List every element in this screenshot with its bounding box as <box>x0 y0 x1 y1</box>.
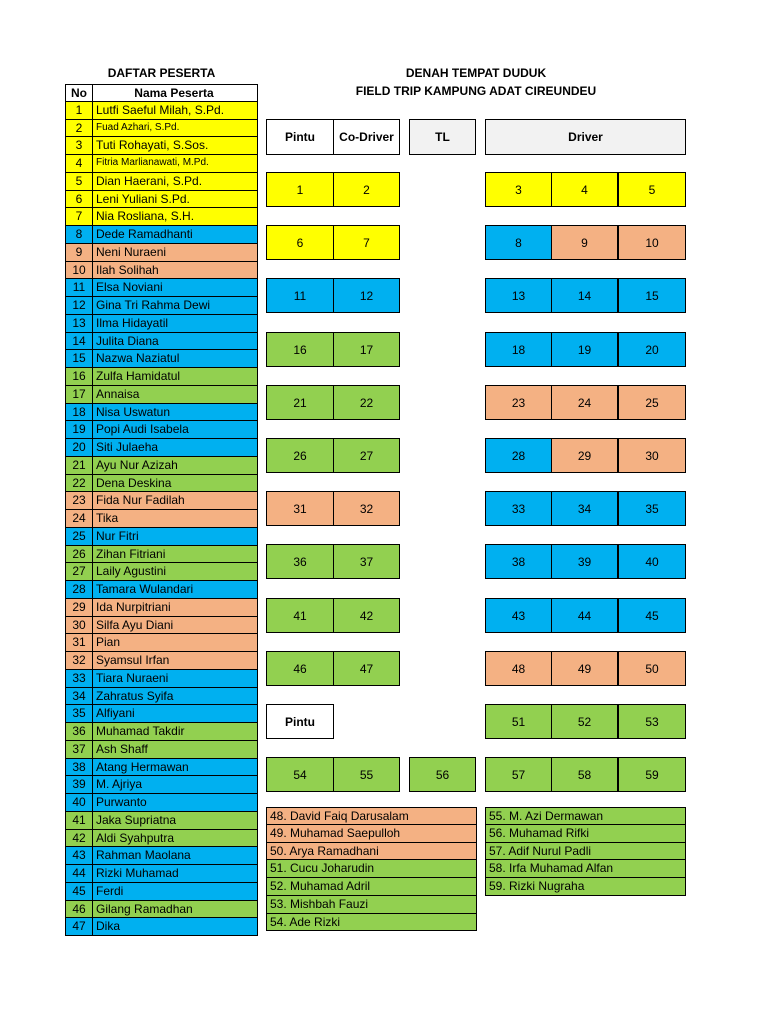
participant-table-header <box>65 84 258 102</box>
participant-name: Syamsul Irfan <box>96 653 170 667</box>
seat: 58 <box>551 757 618 792</box>
participant-row <box>65 812 258 830</box>
participant-row <box>65 333 258 351</box>
co-driver-seat: Co-Driver <box>333 119 400 155</box>
seat: 11 <box>266 278 334 313</box>
header-name: Nama Peserta <box>134 86 214 100</box>
participant-no: 22 <box>66 475 93 492</box>
participant-name: Tamara Wulandari <box>96 582 194 596</box>
seat: 29 <box>551 438 618 473</box>
participant-name: Siti Julaeha <box>96 440 159 454</box>
seat: 19 <box>551 332 618 367</box>
seating-subtitle: FIELD TRIP KAMPUNG ADAT CIREUNDEU <box>355 84 597 98</box>
participant-name: Ida Nurpitriani <box>96 599 171 614</box>
participant-no: 40 <box>66 794 93 811</box>
participant-name: Gilang Ramadhan <box>96 901 193 916</box>
seat: 47 <box>333 651 400 686</box>
seat: 9 <box>551 225 618 260</box>
participant-row <box>65 901 258 919</box>
seat-name-row: 59. Rizki Nugraha <box>485 878 686 896</box>
participant-no: 33 <box>66 670 93 687</box>
participant-no: 14 <box>66 333 93 350</box>
participant-row <box>65 244 258 262</box>
seat-name-row: 58. Irfa Muhamad Alfan <box>485 860 686 878</box>
seat: 40 <box>618 544 686 579</box>
participant-row <box>65 847 258 865</box>
participant-row <box>65 634 258 652</box>
seat: 26 <box>266 438 334 473</box>
participant-name: Fitria Marlianawati, M.Pd. <box>96 157 209 168</box>
seat: 10 <box>618 225 686 260</box>
participant-name: Nisa Uswatun <box>96 404 171 419</box>
participant-no: 39 <box>66 776 93 793</box>
participant-no: 47 <box>66 918 93 935</box>
seat: 53 <box>618 704 686 739</box>
participant-row <box>65 368 258 386</box>
participant-no: 23 <box>66 492 93 509</box>
seat-name-row: 51. Cucu Joharudin <box>266 860 477 878</box>
seat: 41 <box>266 598 334 633</box>
participant-name: Pian <box>96 635 121 650</box>
seat: 22 <box>333 385 400 420</box>
participant-row <box>65 617 258 635</box>
participant-row <box>65 830 258 848</box>
participant-no: 34 <box>66 688 93 705</box>
seat-name-row: 49. Muhamad Saepulloh <box>266 825 477 843</box>
participant-row <box>65 279 258 297</box>
seat: 16 <box>266 332 334 367</box>
participant-no: 19 <box>66 421 93 438</box>
seat: 50 <box>618 651 686 686</box>
seat: 33 <box>485 491 552 526</box>
seat: 57 <box>485 757 552 792</box>
participant-row <box>65 173 258 191</box>
seat: 21 <box>266 385 334 420</box>
participant-name: Aldi Syahputra <box>96 830 175 845</box>
participant-name: Ilma Hidayatil <box>96 315 169 330</box>
participant-name: Zihan Fitriani <box>96 546 166 561</box>
seat: 8 <box>485 225 552 260</box>
participant-name: Zahratus Syifa <box>96 688 174 703</box>
participant-name: Laily Agustini <box>96 564 167 579</box>
participant-no: 21 <box>66 457 93 474</box>
participant-no: 38 <box>66 759 93 776</box>
seat: 56 <box>409 757 476 792</box>
participant-name: Gina Tri Rahma Dewi <box>96 298 211 312</box>
participant-no: 46 <box>66 901 93 918</box>
participant-no: 20 <box>66 439 93 456</box>
participant-name: Tiara Nuraeni <box>96 670 169 685</box>
participant-no: 12 <box>66 297 93 314</box>
participant-no: 37 <box>66 741 93 758</box>
seat: 7 <box>333 225 400 260</box>
participant-row <box>65 563 258 581</box>
seat: 54 <box>266 757 334 792</box>
seat: 43 <box>485 598 552 633</box>
participant-no: 11 <box>66 279 93 296</box>
participant-name: Ilah Solihah <box>96 262 159 277</box>
participant-row <box>65 120 258 138</box>
participant-name: Dede Ramadhanti <box>96 227 193 241</box>
seat: 23 <box>485 385 552 420</box>
seat: 42 <box>333 598 400 633</box>
seat-name-row: 55. M. Azi Dermawan <box>485 807 686 825</box>
participant-row <box>65 297 258 315</box>
seat: 52 <box>551 704 618 739</box>
participant-name: Ash Shaff <box>96 741 148 756</box>
participant-no: 13 <box>66 315 93 332</box>
participant-no: 26 <box>66 546 93 563</box>
participant-row <box>65 599 258 617</box>
seat: 45 <box>618 598 686 633</box>
participant-no: 25 <box>66 528 93 545</box>
participant-no: 24 <box>66 510 93 527</box>
participant-row <box>65 439 258 457</box>
participant-no: 27 <box>66 563 93 580</box>
participant-row <box>65 350 258 368</box>
participant-name: Dena Deskina <box>96 475 172 490</box>
participant-name: Rizki Muhamad <box>96 866 179 880</box>
participant-name: Tika <box>96 511 119 525</box>
seat: 18 <box>485 332 552 367</box>
participant-name: Fuad Azhari, S.Pd. <box>96 121 180 133</box>
seat-name-row: 52. Muhamad Adril <box>266 878 477 896</box>
participant-name: Ferdi <box>96 883 124 898</box>
participant-no: 45 <box>66 883 93 900</box>
participant-row <box>65 386 258 404</box>
seating-title: DENAH TEMPAT DUDUK <box>405 66 547 80</box>
participant-row <box>65 723 258 741</box>
participant-row <box>65 315 258 333</box>
participant-name: Julita Diana <box>96 333 159 348</box>
participant-no: 44 <box>66 865 93 882</box>
seat: 14 <box>551 278 618 313</box>
participant-no: 31 <box>66 634 93 651</box>
participant-no: 43 <box>66 847 93 864</box>
participant-row <box>65 457 258 475</box>
participant-row <box>65 102 258 120</box>
participant-name: Silfa Ayu Diani <box>96 617 174 632</box>
participant-no: 2 <box>66 120 93 137</box>
participant-name: Jaka Supriatna <box>96 812 177 827</box>
participant-row <box>65 652 258 670</box>
participant-row <box>65 262 258 280</box>
seat: 34 <box>551 491 618 526</box>
seat: 5 <box>618 172 686 207</box>
participant-no: 17 <box>66 386 93 403</box>
participant-row <box>65 581 258 599</box>
list-title: DAFTAR PESERTA <box>107 66 216 80</box>
seat-name-row: 56. Muhamad Rifki <box>485 825 686 843</box>
seat: 32 <box>333 491 400 526</box>
seat: 51 <box>485 704 552 739</box>
participant-row <box>65 475 258 493</box>
seat: 17 <box>333 332 400 367</box>
participant-row <box>65 510 258 528</box>
participant-name: Nur Fitri <box>96 528 139 543</box>
participant-row <box>65 918 258 936</box>
seat: 20 <box>618 332 686 367</box>
participant-row <box>65 191 258 209</box>
seat: 48 <box>485 651 552 686</box>
participant-name: Elsa Noviani <box>96 280 163 295</box>
participant-name: Muhamad Takdir <box>96 724 185 738</box>
participant-no: 7 <box>66 208 93 225</box>
seat: 15 <box>618 278 686 313</box>
participant-row <box>65 705 258 723</box>
seat: 6 <box>266 225 334 260</box>
participant-name: Atang Hermawan <box>96 759 189 774</box>
participant-name: Annaisa <box>96 386 140 401</box>
participant-no: 5 <box>66 173 93 190</box>
header-no: No <box>66 85 93 101</box>
participant-name: Popi Audi Isabela <box>96 422 189 437</box>
seat-name-row: 54. Ade Rizki <box>266 914 477 932</box>
seat: 30 <box>618 438 686 473</box>
participant-row <box>65 759 258 777</box>
participant-no: 30 <box>66 617 93 634</box>
seat: 12 <box>333 278 400 313</box>
seat-name-row: 53. Mishbah Fauzi <box>266 896 477 914</box>
seat: 39 <box>551 544 618 579</box>
seat: 3 <box>485 172 552 207</box>
participant-no: 42 <box>66 830 93 847</box>
participant-no: 28 <box>66 581 93 598</box>
participant-no: 29 <box>66 599 93 616</box>
participant-no: 4 <box>66 155 93 172</box>
seat: 59 <box>618 757 686 792</box>
participant-row <box>65 776 258 794</box>
participant-no: 9 <box>66 244 93 261</box>
seat: 1 <box>266 172 334 207</box>
participant-row <box>65 137 258 155</box>
participant-no: 15 <box>66 350 93 367</box>
participant-row <box>65 208 258 226</box>
participant-row <box>65 865 258 883</box>
seat: 36 <box>266 544 334 579</box>
seat-name-row: 50. Arya Ramadhani <box>266 843 477 861</box>
seat: 31 <box>266 491 334 526</box>
participant-name: Fida Nur Fadilah <box>96 493 185 508</box>
seat: 4 <box>551 172 618 207</box>
seat: 49 <box>551 651 618 686</box>
participant-row <box>65 155 258 173</box>
participant-no: 18 <box>66 404 93 421</box>
participant-row <box>65 741 258 759</box>
seat: 38 <box>485 544 552 579</box>
seat: 44 <box>551 598 618 633</box>
participant-name: Dian Haerani, S.Pd. <box>96 173 203 188</box>
participant-name: Tuti Rohayati, S.Sos. <box>96 138 209 153</box>
participant-no: 35 <box>66 705 93 722</box>
participant-name: Neni Nuraeni <box>96 244 167 259</box>
participant-row <box>65 546 258 564</box>
participant-name: Nazwa Naziatul <box>96 351 180 366</box>
participant-table <box>65 84 258 936</box>
participant-name: Rahman Maolana <box>96 848 191 863</box>
seat: 25 <box>618 385 686 420</box>
participant-row <box>65 883 258 901</box>
participant-no: 32 <box>66 652 93 669</box>
seat: 28 <box>485 438 552 473</box>
participant-no: 8 <box>66 226 93 243</box>
seat-name-row: 57. Adif Nurul Padli <box>485 843 686 861</box>
participant-name: M. Ajriya <box>96 777 143 792</box>
participant-name: Purwanto <box>96 795 147 809</box>
participant-name: Zulfa Hamidatul <box>96 369 181 383</box>
participant-row <box>65 670 258 688</box>
seat: 35 <box>618 491 686 526</box>
front-door-label: Pintu <box>266 119 334 155</box>
participant-row <box>65 226 258 244</box>
driver-seat: Driver <box>485 119 686 155</box>
participant-name: Nia Rosliana, S.H. <box>96 209 195 224</box>
participant-name: Leni Yuliani S.Pd. <box>96 191 190 206</box>
rear-door-label: Pintu <box>266 704 334 739</box>
participant-row <box>65 421 258 439</box>
participant-row <box>65 688 258 706</box>
participant-name: Dika <box>96 919 121 934</box>
participant-no: 36 <box>66 723 93 740</box>
participant-row <box>65 794 258 812</box>
seat: 2 <box>333 172 400 207</box>
seat: 24 <box>551 385 618 420</box>
participant-row <box>65 492 258 510</box>
participant-row <box>65 528 258 546</box>
participant-no: 41 <box>66 812 93 829</box>
participant-no: 16 <box>66 368 93 385</box>
seat: 46 <box>266 651 334 686</box>
participant-row <box>65 404 258 422</box>
participant-name: Alfiyani <box>96 706 135 721</box>
participant-name: Ayu Nur Azizah <box>96 457 178 472</box>
participant-no: 6 <box>66 191 93 208</box>
seat: 55 <box>333 757 400 792</box>
participant-no: 10 <box>66 262 93 279</box>
seat-name-row: 48. David Faiq Darusalam <box>266 807 477 825</box>
participant-no: 1 <box>66 102 93 119</box>
seat: 27 <box>333 438 400 473</box>
participant-no: 3 <box>66 137 93 154</box>
tour-leader-seat: TL <box>409 119 476 155</box>
seat: 13 <box>485 278 552 313</box>
seat: 37 <box>333 544 400 579</box>
participant-name: Lutfi Saeful Milah, S.Pd. <box>96 102 225 117</box>
